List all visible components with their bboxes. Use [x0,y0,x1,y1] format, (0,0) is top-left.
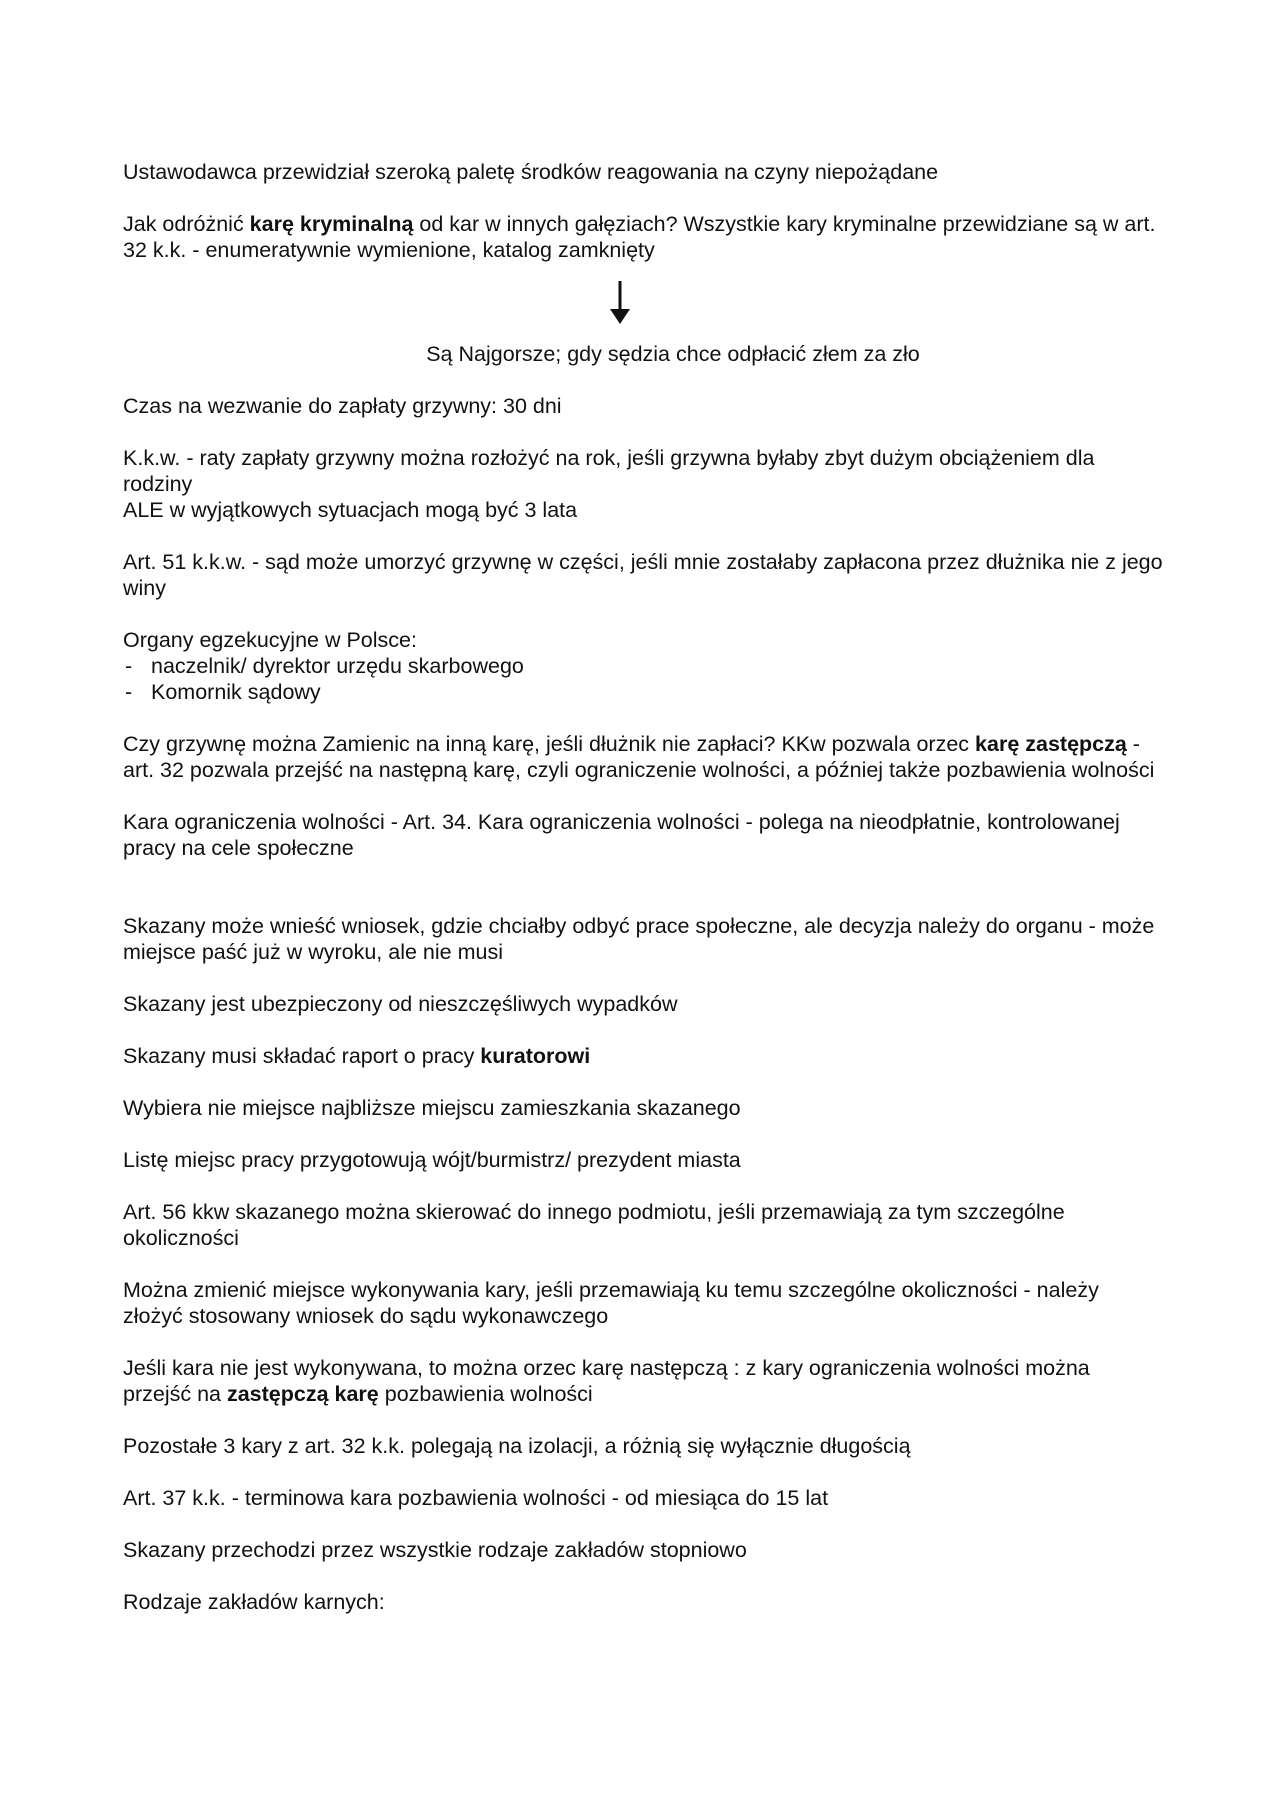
text-span: Skazany musi składać raport o pracy [123,1044,481,1068]
arrow-container [123,281,1163,325]
bold-term: karę zastępczą [975,732,1127,756]
text-span: - art. 32 pozwala przejść na następną karę, czyli ograniczenie wolności, a później także pozbawienia wolności [123,732,1155,782]
paragraph-progression: Skazany przechodzi przez wszystkie rodzaje zakładów stopniowo [123,1538,747,1562]
spacer [123,887,1163,913]
bold-term: kuratorowi [480,1044,591,1068]
paragraph-follow-up-penalty [123,1355,1163,1407]
text-span: pozbawienia wolności [378,1382,593,1406]
paragraph-report [123,1043,1163,1069]
list-item: - Komornik sądowy [123,679,1163,705]
paragraph-criminal-penalty [123,211,1163,263]
bold-term: zastępczą karę [226,1382,379,1406]
paragraph-work-list: Listę miejsc pracy przygotowują wójt/burmistrz/ prezydent miasta [123,1148,741,1172]
text-line: K.k.w. - raty zapłaty grzywny można rozłożyć na rok, jeśli grzywna byłaby zbyt dużym obciążeniem dla rodziny [123,446,1095,496]
paragraph-intro: Ustawodawca przewidział szeroką paletę środków reagowania na czyny niepożądane [123,160,939,184]
paragraph-art-56: Art. 56 kkw skazanego można skierować do innego podmiotu, jeśli przemawiają za tym szczególne okoliczności [123,1200,1065,1250]
paragraph-prison-types: Rodzaje zakładów karnych: [123,1590,385,1614]
paragraph-installments [123,445,1163,523]
document-body [123,159,1163,1641]
paragraph-art-51: Art. 51 k.k.w. - sąd może umorzyć grzywnę w części, jeśli mnie zostałaby zapłacona przez dłużnika nie z jego winy [123,550,1163,600]
paragraph-payment-deadline: Czas na wezwanie do zapłaty grzywny: 30 dni [123,394,562,418]
paragraph-art-37: Art. 37 k.k. - terminowa kara pozbawienia wolności - od miesiąca do 15 lat [123,1486,829,1510]
down-arrow-icon [609,281,631,325]
paragraph-enforcement-bodies [123,627,1163,705]
text-span: Czy grzywnę można Zamienic na inną karę, jeśli dłużnik nie zapłaci? KKw pozwala orzec [123,732,976,756]
paragraph-restriction-of-liberty: Kara ograniczenia wolności - Art. 34. Kara ograniczenia wolności - polega na nieodpłatnie, kontrolowanej pracy na cele społeczne [123,810,1120,860]
list-title: Organy egzekucyjne w Polsce: [123,628,417,652]
text-span: od kar w innych gałęziach? Wszystkie kary kryminalne przewidziane są w art. 32 k.k. - enumeratywnie wymienione, katalog zamknięty [123,212,1156,262]
paragraph-motion: Skazany może wnieść wniosek, gdzie chciałby odbyć prace społeczne, ale decyzja należy do organu - może miejsce paść już w wyroku, ale nie musi [123,914,1155,964]
paragraph-change-place: Można zmienić miejsce wykonywania kary, jeśli przemawiają ku temu szczególne okoliczności - należy złożyć stosowany wniosek do sądu wykonawczego [123,1278,1099,1328]
paragraph-place-choice: Wybiera nie miejsce najbliższe miejscu zamieszkania skazanego [123,1096,741,1120]
list-item: - naczelnik/ dyrektor urzędu skarbowego [123,653,1163,679]
text-span: Jak odróżnić [123,212,250,236]
paragraph-insurance: Skazany jest ubezpieczony od nieszczęśliwych wypadków [123,992,678,1016]
bold-term: karę kryminalną [249,212,414,236]
paragraph-centered: Są Najgorsze; gdy sędzia chce odpłacić złem za zło [426,342,920,366]
text-span: Jeśli kara nie jest wykonywana, to można orzec karę następczą : z kary ograniczenia wolności można przejść na [123,1356,1090,1406]
dash-list [123,653,1163,705]
text-line: ALE w wyjątkowych sytuacjach mogą być 3 lata [123,498,578,522]
paragraph-isolation: Pozostałe 3 kary z art. 32 k.k. polegają na izolacji, a różnią się wyłącznie długością [123,1434,911,1458]
paragraph-substitute-penalty [123,731,1163,783]
